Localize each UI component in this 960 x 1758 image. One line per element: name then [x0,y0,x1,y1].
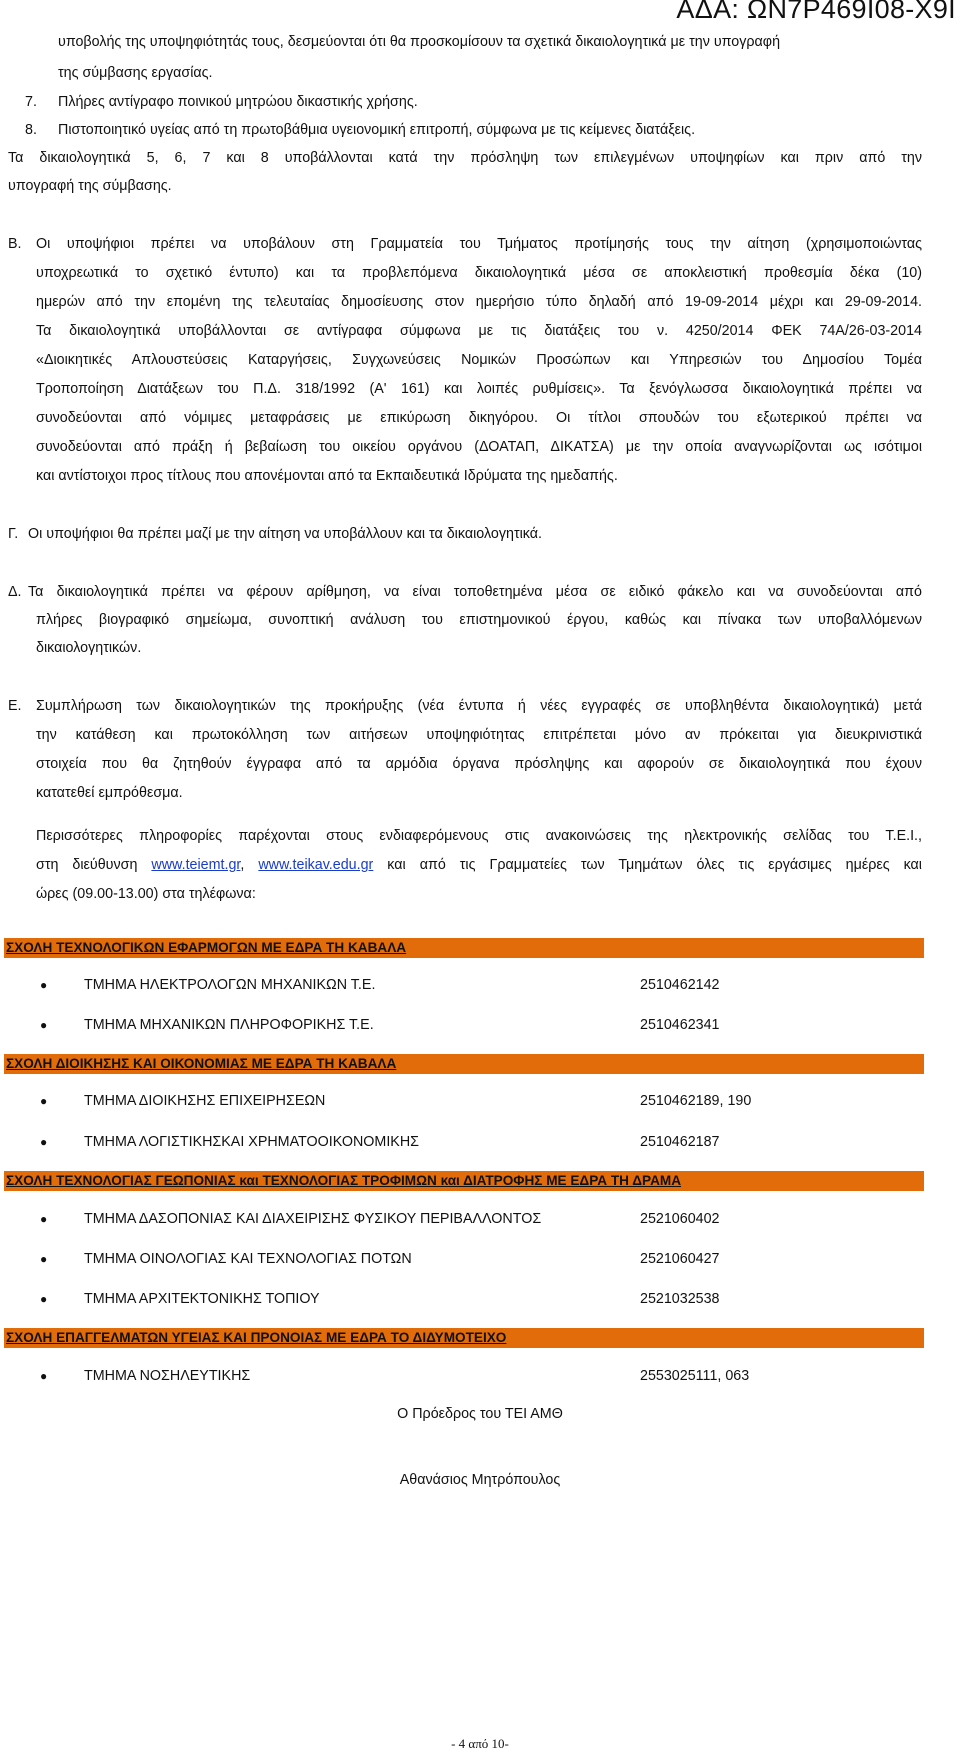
section-d-line: πλήρες βιογραφικό σημείωμα, συνοπτική ανάλυση του επιστημονικού έργου, καθώς και πίνακα των υποβαλλόμενων [36,612,922,628]
item-7-text: Πλήρες αντίγραφο ποινικού μητρώου δικαστικής χρήσης. [58,94,418,110]
item-8-text: Πιστοποιητικό υγείας από τη πρωτοβάθμια υγειονομική επιτροπή, σύμφωνα με τις κείμενες διατάξεις. [58,122,696,138]
item-7-number: 7. [25,94,37,110]
department-phone: 2510462189, 190 [640,1093,752,1109]
bullet-icon: ● [40,1369,48,1383]
department-name: ΤΜΗΜΑ ΝΟΣΗΛΕΥΤΙΚΗΣ [84,1368,251,1384]
section-e-line: την κατάθεση και πρωτοκόλληση των αιτήσεων υποψηφιότητας επιτρέπεται μόνο αν πρόκειται για διευκρινιστικά [36,727,922,743]
bullet-icon: ● [40,1212,48,1226]
teiemt-link[interactable]: www.teiemt.gr [151,857,241,873]
section-d-label: Δ. [8,584,22,600]
bullet-icon: ● [40,1094,48,1108]
signatory-name: Αθανάσιος Μητρόπουλος [399,1472,561,1488]
teikav-link[interactable]: www.teikav.edu.gr [258,857,374,873]
department-name: ΤΜΗΜΑ ΛΟΓΙΣΤΙΚΗΣΚΑΙ ΧΡΗΜΑΤΟΟΙΚΟΝΟΜΙΚΗΣ [84,1134,419,1150]
bullet-icon: ● [40,1018,48,1032]
bullet-icon: ● [40,1135,48,1149]
section-e-line: στοιχεία που θα ζητηθούν έγγραφα από τα αρμόδια όργανα πρόσληψης και αφορούν σε δικαιολογητικά που έχουν [36,756,922,772]
school-header: ΣΧΟΛΗ ΤΕΧΝΟΛΟΓΙΚΩΝ ΕΦΑΡΜΟΓΩΝ ΜΕ ΕΔΡΑ ΤΗ ΚΑΒΑΛΑ [4,938,924,958]
section-b-line: Τροποποίηση Διατάξεων του Π.Δ. 318/1992 (Α' 161) και λοιπές ρυθμίσεις». Τα ξενόγλωσσα δικαιολογητικά πρέπει να [36,381,922,397]
section-e-line: κατατεθεί εμπρόθεσμα. [36,785,183,801]
section-d-line: Τα δικαιολογητικά πρέπει να φέρουν αρίθμηση, να είναι τοποθετημένα μέσα σε ειδικό φάκελο και να συνοδεύονται από [28,584,922,600]
department-phone: 2510462187 [640,1134,720,1150]
department-name: ΤΜΗΜΑ ΑΡΧΙΤΕΚΤΟΝΙΚΗΣ ΤΟΠΙΟΥ [84,1291,320,1307]
section-e-label: Ε. [8,698,22,714]
intro-line-2: της σύμβασης εργασίας. [58,65,213,81]
bullet-icon: ● [40,1292,48,1306]
department-name: ΤΜΗΜΑ ΜΗΧΑΝΙΚΩΝ ΠΛΗΡΟΦΟΡΙΚΗΣ Τ.Ε. [84,1017,374,1033]
department-phone: 2521060427 [640,1251,720,1267]
item-8-number: 8. [25,122,37,138]
bullet-icon: ● [40,978,48,992]
department-name: ΤΜΗΜΑ ΔΙΟΙΚΗΣΗΣ ΕΠΙΧΕΙΡΗΣΕΩΝ [84,1093,326,1109]
section-b-line: Οι υποψήφιοι πρέπει να υποβάλουν στη Γραμματεία του Τμήματος προτίμησής τους την αίτηση (χρησιμοποιώντας [36,236,922,252]
signatory-role: Ο Πρόεδρος του ΤΕΙ ΑΜΘ [397,1406,563,1422]
section-g-text: Οι υποψήφιοι θα πρέπει μαζί με την αίτηση να υποβάλλουν και τα δικαιολογητικά. [28,526,542,542]
info-line-3: ώρες (09.00-13.00) στα τηλέφωνα: [36,886,256,902]
department-phone: 2510462142 [640,977,720,993]
section-d-line: δικαιολογητικών. [36,640,142,656]
note-line-2: υπογραφή της σύμβασης. [8,178,172,194]
section-b-line: συνοδεύονται από πράξη ή βεβαίωση του οικείου οργάνου (ΔΟΑΤΑΠ, ΔΙΚΑΤΣΑ) με την οποία αναγνωρίζονται ως ισότιμοι [36,439,922,455]
department-phone: 2521060402 [640,1211,720,1227]
info-line-1: Περισσότερες πληροφορίες παρέχονται στους ενδιαφερόμενους στις ανακοινώσεις της ηλεκτρονικής σελίδας του Τ.Ε.Ι., [36,828,922,844]
ada-code: ΑΔΑ: ΩΝ7Ρ469Ι08-Χ9Ι [676,0,956,24]
info-line-2-suffix: και από τις Γραμματείες των Τμημάτων όλες τις εργάσιμες ημέρες και [373,857,922,873]
department-name: ΤΜΗΜΑ ΟΙΝΟΛΟΓΙΑΣ ΚΑΙ ΤΕΧΝΟΛΟΓΙΑΣ ΠΟΤΩΝ [84,1251,412,1267]
section-e-line: Συμπλήρωση των δικαιολογητικών της προκήρυξης (νέα έντυπα ή νέες εγγραφές σε υποβληθέντα δικαιολογητικά) μετά [36,698,922,714]
section-b-line: Τα δικαιολογητικά υποβάλλονται σε αντίγραφα σύμφωνα με τις διατάξεις του ν. 4250/2014 ΦΕΚ 74Α/26-03-2014 [36,323,922,339]
section-b-line: υποχρεωτικά το σχετικό έντυπο) και τα προβλεπόμενα δικαιολογητικά μέσα σε αποκλειστική προθεσμία δέκα (10) [36,265,922,281]
section-g-label: Γ. [8,526,19,542]
department-name: ΤΜΗΜΑ ΔΑΣΟΠΟΝΙΑΣ ΚΑΙ ΔΙΑΧΕΙΡΙΣΗΣ ΦΥΣΙΚΟΥ ΠΕΡΙΒΑΛΛΟΝΤΟΣ [84,1211,542,1227]
section-b-label: Β. [8,236,22,252]
section-b-line: συνοδεύονται από νόμιμες μεταφράσεις με επικύρωση δικηγόρου. Οι τίτλοι σπουδών του εξωτερικού πρέπει να [36,410,922,426]
school-header: ΣΧΟΛΗ ΔΙΟΙΚΗΣΗΣ ΚΑΙ ΟΙΚΟΝΟΜΙΑΣ ΜΕ ΕΔΡΑ ΤΗ ΚΑΒΑΛΑ [4,1054,924,1074]
intro-line-1: υποβολής της υποψηφιότητάς τους, δεσμεύονται ότι θα προσκομίσουν τα σχετικά δικαιολογητικά με την υπογραφή [58,34,781,50]
department-phone: 2521032538 [640,1291,720,1307]
section-b-line: ημερών από την επομένη της τελευταίας δημοσίευσης στον ημερήσιο τύπο δηλαδή από 19-09-2014 μέχρι και 29-09-2014. [36,294,922,310]
department-name: ΤΜΗΜΑ ΗΛΕΚΤΡΟΛΟΓΩΝ ΜΗΧΑΝΙΚΩΝ Τ.Ε. [84,977,376,993]
info-line-2 [36,855,922,875]
page-number: - 4 από 10- [451,1736,509,1751]
note-line-1: Τα δικαιολογητικά 5, 6, 7 και 8 υποβάλλονται κατά την πρόσληψη των επιλεγμένων υποψηφίων και πριν από την [8,150,922,166]
bullet-icon: ● [40,1252,48,1266]
school-header: ΣΧΟΛΗ ΤΕΧΝΟΛΟΓΙΑΣ ΓΕΩΠΟΝΙΑΣ και ΤΕΧΝΟΛΟΓΙΑΣ ΤΡΟΦΙΜΩΝ και ΔΙΑΤΡΟΦΗΣ ΜΕ ΕΔΡΑ ΤΗ ΔΡΑΜΑ [4,1171,924,1191]
info-line-2-prefix: στη διεύθυνση [36,857,152,873]
department-phone: 2553025111, 063 [640,1368,750,1384]
department-phone: 2510462341 [640,1017,720,1033]
school-header: ΣΧΟΛΗ ΕΠΑΓΓΕΛΜΑΤΩΝ ΥΓΕΙΑΣ ΚΑΙ ΠΡΟΝΟΙΑΣ ΜΕ ΕΔΡΑ ΤΟ ΔΙΔΥΜΟΤΕΙΧΟ [4,1328,924,1348]
section-b-line: «Διοικητικές Απλουστεύσεις Καταργήσεις, Συγχωνεύσεις Νομικών Προσώπων και Υπηρεσιών του Δημοσίου Τομέα [36,352,922,368]
section-b-line: και αντίστοιχοι προς τίτλους που απονέμονται από τα Εκπαιδευτικά Ιδρύματα της ημεδαπής. [36,468,618,484]
link-separator: , [240,857,259,873]
